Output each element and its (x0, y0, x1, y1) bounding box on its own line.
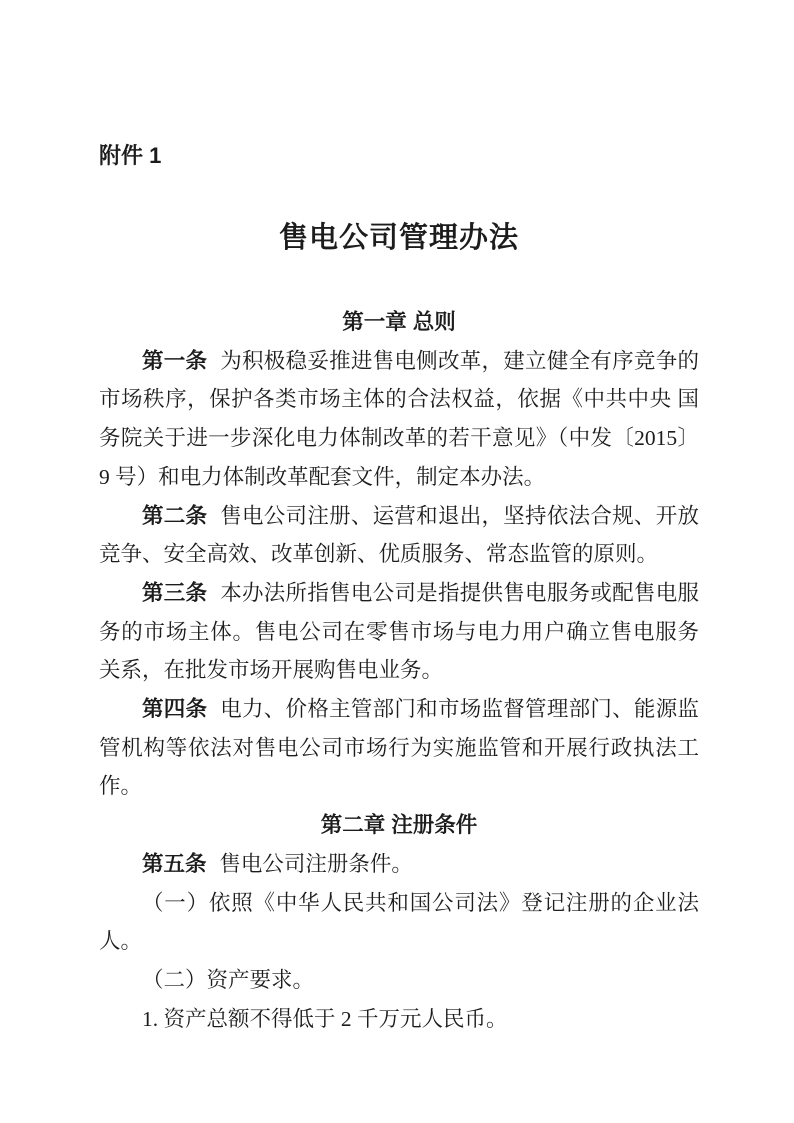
article-5-paragraph (99, 845, 699, 884)
asset-requirement-item-1-text: 1. 资产总额不得低于 2 千万元人民币。 (142, 1006, 508, 1031)
article-5-number: 第五条 (142, 851, 207, 876)
condition-item-1-text: （一）依照《中华人民共和国公司法》登记注册的企业法人。 (99, 890, 699, 954)
article-4-number: 第四条 (142, 697, 208, 722)
condition-item-1 (99, 884, 699, 961)
chapter-2-heading: 第二章 注册条件 (320, 813, 478, 838)
asset-requirement-item-1 (99, 1000, 699, 1039)
document-title: 售电公司管理办法 (278, 222, 519, 254)
chapter-1-heading: 第一章 总则 (342, 310, 456, 334)
article-1-paragraph (99, 342, 699, 497)
article-3-number: 第三条 (142, 580, 208, 605)
article-5-text: 售电公司注册条件。 (219, 851, 413, 876)
article-1-number: 第一条 (142, 348, 208, 373)
article-4-text: 电力、价格主管部门和市场监督管理部门、能源监管机构等依法对售电公司市场行为实施监管和开展行政执法工作。 (99, 697, 699, 799)
condition-item-2-text: （二）资产要求。 (142, 967, 315, 992)
article-4-paragraph (99, 690, 699, 806)
condition-item-2 (99, 961, 699, 1000)
attachment-label: 附件 1 (99, 143, 162, 168)
article-1-text: 为积极稳妥推进售电侧改革，建立健全有序竞争的市场秩序，保护各类市场主体的合法权益，依据《中共中央 国务院关于进一步深化电力体制改革的若干意见》（中发〔2015〕9 号）和电力体制改革配套文件，制定本办法。 (99, 348, 699, 489)
article-2-number: 第二条 (142, 503, 208, 528)
document-content (99, 143, 699, 1038)
article-3-paragraph (99, 574, 699, 690)
article-2-paragraph (99, 497, 699, 574)
article-3-text: 本办法所指售电公司是指提供售电服务或配售电服务的市场主体。售电公司在零售市场与电力用户确立售电服务关系，在批发市场开展购售电业务。 (99, 580, 699, 683)
article-2-text: 售电公司注册、运营和退出，坚持依法合规、开放竞争、安全高效、改革创新、优质服务、常态监管的原则。 (99, 503, 699, 567)
